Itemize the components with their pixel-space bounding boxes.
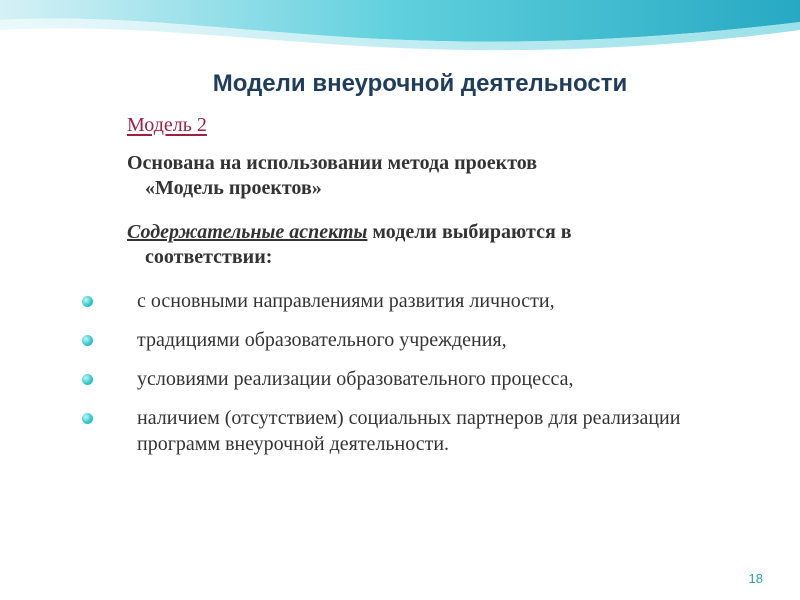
bullet-icon [82, 374, 93, 385]
list-item: условиями реализации образовательного процесса, [82, 366, 762, 392]
aspects-rest: модели выбираются в [367, 221, 572, 243]
bullet-icon [82, 296, 93, 307]
page-number: 18 [748, 571, 763, 586]
list-item: с основными направлениями развития личности, [82, 288, 762, 314]
list-item: наличием (отсутствием) социальных партнеров для реализации программ внеурочной деятельности. [82, 405, 762, 457]
accordance-line: соответствии: [145, 246, 273, 268]
list-item: традициями образовательного учреждения, [82, 327, 762, 353]
method-paragraph [127, 151, 767, 201]
slide-title: Модели внеурочной деятельности [212, 70, 628, 97]
method-line: Основана на использовании метода проектов [127, 152, 538, 174]
aspects-paragraph [127, 220, 767, 270]
model-name-line: «Модель проектов» [145, 177, 322, 199]
model-label: Модель 2 [127, 114, 207, 136]
wave-decoration [0, 0, 800, 60]
bullet-icon [82, 413, 93, 424]
bullet-list [82, 288, 762, 470]
aspects-emphasis: Содержательные аспекты [127, 221, 368, 243]
bullet-icon [82, 335, 93, 346]
